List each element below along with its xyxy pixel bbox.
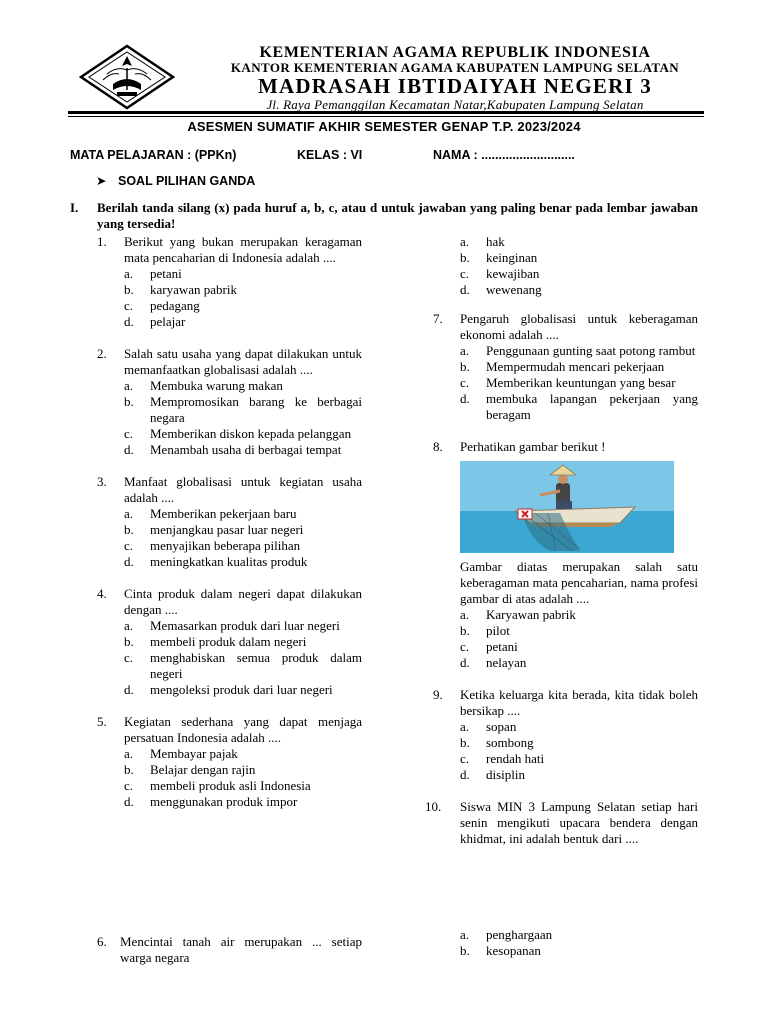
- exam-title: ASESMEN SUMATIF AKHIR SEMESTER GENAP T.P. 2023/2024: [187, 119, 581, 134]
- option-text: petani: [150, 266, 182, 281]
- left-column: [97, 234, 362, 810]
- fisherman-boat-icon: [460, 461, 674, 553]
- question-number: 9.: [433, 687, 443, 702]
- answer-option: [460, 751, 698, 767]
- option-letter: b.: [460, 359, 470, 374]
- answer-option: [124, 266, 362, 282]
- option-letter: c.: [124, 538, 134, 553]
- option-letter: b.: [460, 623, 470, 638]
- option-letter: d.: [124, 794, 134, 809]
- option-text: Memasarkan produk dari luar negeri: [150, 618, 340, 633]
- answer-option: [124, 634, 362, 650]
- option-text: menyajikan beberapa pilihan: [150, 538, 301, 553]
- answer-option: [124, 314, 362, 330]
- option-text: pilot: [486, 623, 510, 638]
- answer-option: [124, 282, 362, 298]
- instruction-number: I.: [70, 200, 79, 215]
- instruction-text: Berilah tanda silang (x) pada huruf a, b, c, atau d untuk jawaban yang paling benar pada lembar jawaban yang tersedia!: [97, 200, 698, 231]
- option-letter: b.: [124, 634, 134, 649]
- answer-option: [124, 778, 362, 794]
- right-column: [425, 311, 698, 847]
- letterhead-ministry: KEMENTERIAN AGAMA REPUBLIK INDONESIA: [259, 44, 651, 61]
- option-text: sopan: [486, 719, 517, 734]
- answer-option: [124, 554, 362, 570]
- option-text: meningkatkan kualitas produk: [150, 554, 308, 569]
- option-letter: c.: [124, 778, 134, 793]
- option-text: kewajiban: [486, 266, 540, 281]
- option-text: Memberikan pekerjaan baru: [150, 506, 297, 521]
- option-letter: d.: [124, 442, 134, 457]
- question-text: Siswa MIN 3 Lampung Selatan setiap hari senin mengikuti upacara bendera dengan khidmat, ini adalah bentuk dari ....: [460, 799, 698, 846]
- option-text: disiplin: [486, 767, 526, 782]
- option-text: Memberikan keuntungan yang besar: [486, 375, 676, 390]
- option-text: pelajar: [150, 314, 186, 329]
- answer-option: [460, 343, 698, 359]
- option-letter: d.: [124, 682, 134, 697]
- question-followup-text: Gambar diatas merupakan salah satu keberagaman mata pencaharian, nama profesi gambar di atas adalah ....: [460, 559, 698, 606]
- option-text: hak: [486, 234, 505, 249]
- question-3: [97, 474, 362, 570]
- answer-option: [124, 506, 362, 522]
- fisherman-image: [460, 461, 674, 553]
- question-number: 10.: [425, 799, 442, 814]
- answer-option: [460, 375, 698, 391]
- option-letter: a.: [124, 618, 134, 633]
- question-number: 8.: [433, 439, 443, 454]
- letterhead-school: MADRASAH IBTIDAIYAH NEGERI 3: [258, 74, 652, 98]
- letterhead: [190, 44, 720, 113]
- answer-option: [124, 618, 362, 634]
- option-letter: a.: [460, 927, 470, 942]
- question-text: Perhatikan gambar berikut !: [460, 439, 606, 454]
- answer-option: [124, 682, 362, 698]
- option-text: Karyawan pabrik: [486, 607, 576, 622]
- header-rule-thick: [68, 111, 704, 114]
- question-number: 5.: [97, 714, 107, 729]
- answer-option: [460, 767, 698, 783]
- arrow-bullet-icon: ➤: [96, 174, 107, 188]
- option-letter: d.: [460, 767, 470, 782]
- answer-option: [460, 623, 698, 639]
- option-text: rendah hati: [486, 751, 545, 766]
- option-letter: b.: [460, 735, 470, 750]
- question-text: Pengaruh globalisasi untuk keberagaman ekonomi adalah ....: [460, 311, 698, 342]
- instruction: [70, 200, 698, 232]
- answer-option: [124, 794, 362, 810]
- option-text: Memberikan diskon kepada pelanggan: [150, 426, 352, 441]
- header-rule-thin: [68, 116, 704, 117]
- answer-option: [460, 282, 698, 298]
- option-letter: c.: [124, 426, 134, 441]
- answer-option: [460, 359, 698, 375]
- answer-option: [124, 394, 362, 426]
- section-label: SOAL PILIHAN GANDA: [118, 174, 256, 188]
- option-letter: c.: [460, 375, 470, 390]
- question-text: Manfaat globalisasi untuk kegiatan usaha adalah ....: [124, 474, 362, 505]
- option-text: menggunakan produk impor: [150, 794, 298, 809]
- option-letter: a.: [124, 266, 134, 281]
- option-letter: d.: [460, 391, 470, 406]
- question-10-options: [433, 927, 698, 959]
- option-text: Menambah usaha di berbagai tempat: [150, 442, 342, 457]
- option-letter: d.: [124, 314, 134, 329]
- option-letter: a.: [124, 506, 134, 521]
- question-6-options: [433, 234, 698, 298]
- option-letter: b.: [124, 282, 134, 297]
- answer-option: [124, 442, 362, 458]
- option-text: mengoleksi produk dari luar negeri: [150, 682, 333, 697]
- option-letter: a.: [460, 607, 470, 622]
- subject-label: MATA PELAJARAN : (PPKn): [70, 148, 237, 162]
- option-letter: a.: [124, 378, 134, 393]
- option-letter: d.: [124, 554, 134, 569]
- question-text: Cinta produk dalam negeri dapat dilakukan dengan ....: [124, 586, 362, 617]
- question-text: Kegiatan sederhana yang dapat menjaga persatuan Indonesia adalah ....: [124, 714, 362, 745]
- option-letter: b.: [460, 250, 470, 265]
- answer-option: [460, 655, 698, 671]
- question-text: Berikut yang bukan merupakan keragaman mata pencaharian di Indonesia adalah ....: [124, 234, 362, 265]
- option-text: menghabiskan semua produk dalam negeri: [150, 650, 362, 681]
- answer-option: [460, 639, 698, 655]
- option-letter: c.: [460, 266, 470, 281]
- answer-option: [460, 735, 698, 751]
- question-number: 2.: [97, 346, 107, 361]
- option-text: nelayan: [486, 655, 527, 670]
- question-number: 6.: [97, 934, 107, 949]
- question-number: 3.: [97, 474, 107, 489]
- option-text: penghargaan: [486, 927, 553, 942]
- question-4: [97, 586, 362, 698]
- option-letter: b.: [460, 943, 470, 958]
- answer-option: [124, 522, 362, 538]
- option-text: Membuka warung makan: [150, 378, 283, 393]
- answer-option: [460, 234, 698, 250]
- option-letter: a.: [460, 343, 470, 358]
- option-text: Membayar pajak: [150, 746, 238, 761]
- student-name-field: NAMA : ...........................: [433, 148, 575, 162]
- question-text: Ketika keluarga kita berada, kita tidak boleh bersikap ....: [460, 687, 698, 718]
- question-1: [97, 234, 362, 330]
- answer-option: [124, 762, 362, 778]
- option-letter: d.: [460, 282, 470, 297]
- kemenag-logo-icon: [77, 44, 177, 110]
- question-number: 7.: [433, 311, 443, 326]
- section-heading: [96, 173, 255, 188]
- question-number: 1.: [97, 234, 107, 249]
- answer-option: [460, 943, 698, 959]
- option-letter: c.: [124, 650, 134, 665]
- answer-option: [124, 746, 362, 762]
- option-letter: c.: [460, 639, 470, 654]
- option-letter: b.: [124, 522, 134, 537]
- option-text: wewenang: [486, 282, 542, 297]
- letterhead-address: Jl. Raya Pemanggilan Kecamatan Natar,Kabupaten Lampung Selatan: [266, 97, 644, 112]
- option-text: kesopanan: [486, 943, 541, 958]
- option-text: menjangkau pasar luar negeri: [150, 522, 304, 537]
- answer-option: [460, 391, 698, 423]
- answer-option: [124, 378, 362, 394]
- question-8: [433, 439, 698, 671]
- option-letter: c.: [460, 751, 470, 766]
- option-text: karyawan pabrik: [150, 282, 237, 297]
- option-text: membeli produk asli Indonesia: [150, 778, 311, 793]
- question-10: [425, 799, 698, 847]
- option-letter: a.: [460, 719, 470, 734]
- option-letter: a.: [124, 746, 134, 761]
- question-5: [97, 714, 362, 810]
- option-letter: c.: [124, 298, 134, 313]
- question-9: [433, 687, 698, 783]
- option-letter: a.: [460, 234, 470, 249]
- letterhead-office: KANTOR KEMENTERIAN AGAMA KABUPATEN LAMPUNG SELATAN: [230, 60, 680, 75]
- option-text: keinginan: [486, 250, 538, 265]
- answer-option: [124, 298, 362, 314]
- answer-option: [124, 538, 362, 554]
- question-2: [97, 346, 362, 458]
- question-7: [433, 311, 698, 423]
- option-letter: b.: [124, 394, 134, 409]
- option-text: Penggunaan gunting saat potong rambut: [486, 343, 696, 358]
- answer-option: [124, 650, 362, 682]
- option-text: Mempermudah mencari pekerjaan: [486, 359, 665, 374]
- option-text: sombong: [486, 735, 534, 750]
- answer-option: [460, 250, 698, 266]
- question-number: 4.: [97, 586, 107, 601]
- question-text: Mencintai tanah air merupakan ... setiap warga negara: [120, 934, 362, 965]
- option-text: pedagang: [150, 298, 200, 313]
- option-text: Belajar dengan rajin: [150, 762, 256, 777]
- option-text: Mempromosikan barang ke berbagai negara: [150, 394, 362, 425]
- answer-option: [460, 927, 698, 943]
- option-text: membuka lapangan pekerjaan yang beragam: [486, 391, 698, 422]
- question-text: Salah satu usaha yang dapat dilakukan untuk memanfaatkan globalisasi adalah ....: [124, 346, 362, 377]
- answer-option: [460, 719, 698, 735]
- question-6: [97, 934, 362, 966]
- option-letter: d.: [460, 655, 470, 670]
- answer-option: [124, 426, 362, 442]
- class-label: KELAS : VI: [297, 148, 363, 162]
- option-text: petani: [486, 639, 518, 654]
- option-letter: b.: [124, 762, 134, 777]
- answer-option: [460, 266, 698, 282]
- answer-option: [460, 607, 698, 623]
- option-text: membeli produk dalam negeri: [150, 634, 307, 649]
